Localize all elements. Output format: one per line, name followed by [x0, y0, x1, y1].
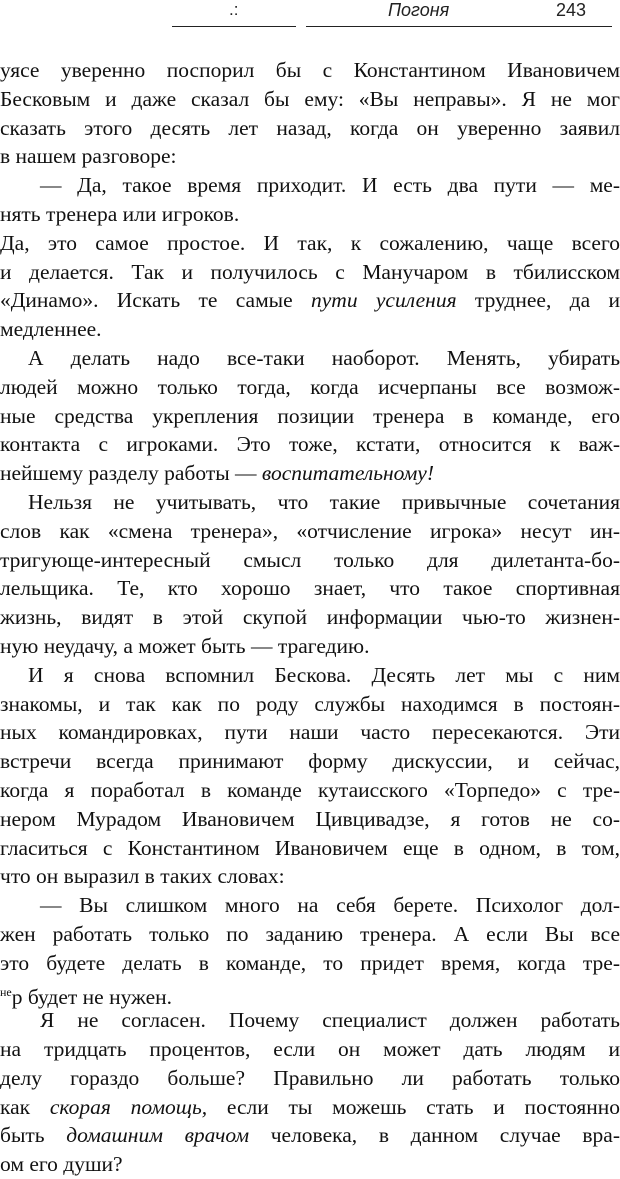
text-line: [0, 286, 620, 315]
text-line: ных командировках, пути наши часто пересекаются. Эти: [0, 720, 620, 745]
text-line: уясе уверенно поспорил бы с Константином Ивановичем: [0, 58, 620, 82]
text-line: когда я поработал в команде кутаисского «Торпедо» с тре-: [0, 777, 620, 802]
text-line: Я не согласен. Почему специалист должен работать: [40, 1008, 620, 1033]
text-span: р будет не нужен.: [11, 984, 173, 1009]
page-body: [0, 56, 620, 1179]
text-line: — Вы слишком много на себя берете. Психолог дол-: [40, 893, 620, 918]
text-line: [0, 1121, 620, 1150]
header-mark: .:: [229, 0, 239, 19]
text-line: делу гораздо больше? Правильно ли работать только: [0, 1065, 620, 1090]
superscript-fragment: не: [0, 984, 12, 999]
text-line: встречи всегда принимают форму дискуссии, и сейчас,: [0, 749, 620, 774]
italic-phrase: скорая помощь,: [49, 1094, 208, 1119]
italic-phrase: воспитательному!: [261, 461, 435, 486]
text-line: людей можно только тогда, когда исчерпаны все возмож-: [0, 374, 620, 399]
text-line: ную неудачу, а может быть — трагедию.: [0, 633, 370, 658]
text-line: это будете делать в команде, то придет время, когда тре-: [0, 950, 620, 975]
text-line: жен работать только по заданию тренера. А если Вы все: [0, 921, 620, 946]
text-line: Бесковым и даже сказал бы ему: «Вы неправы». Я не мог: [0, 86, 620, 111]
italic-phrase: пути усиления: [311, 288, 457, 313]
text-line: что он выразил в таких словах:: [0, 864, 285, 889]
text-line: ные средства укрепления позиции тренера в команде, его: [0, 403, 620, 428]
text-line: Нельзя не учитывать, что такие привычные сочетания: [28, 489, 620, 514]
text-line: нять тренера или игроков.: [0, 201, 240, 226]
text-line: [0, 459, 620, 488]
text-line: контакта с игроками. Это тоже, кстати, относится к важ-: [0, 432, 620, 457]
running-header: [0, 0, 620, 40]
text-line: и делается. Так и получилось с Манучаром в тбилисском: [0, 259, 620, 284]
header-rule-left: [172, 26, 296, 27]
text-line: [0, 1093, 620, 1122]
text-line: Да, это самое простое. И так, к сожалению, чаще всего: [0, 230, 620, 255]
text-span: нейшему разделу работы —: [0, 461, 262, 486]
text-line: — Да, такое время приходит. И есть два пути — ме-: [40, 173, 620, 198]
text-line: жизнь, видят в этой скупой информации чью-то жизнен-: [0, 605, 620, 630]
text-span: труднее, да и: [456, 288, 620, 313]
text-span: быть: [0, 1123, 67, 1148]
text-line: тригующе-интересный смысл только для дилетанта-бо-: [0, 547, 620, 572]
text-span: если ты можешь стать и постоянно: [207, 1094, 620, 1119]
text-line: гласиться с Константином Ивановичем еще в одном, в том,: [0, 835, 620, 860]
text-line: [0, 978, 620, 1007]
text-line: медленнее.: [0, 317, 102, 342]
text-line: в нашем разговоре:: [0, 144, 177, 169]
running-title: Погоня: [388, 0, 450, 20]
text-span: человека, в данном случае вра-: [249, 1123, 620, 1148]
text-line: А делать надо все-таки наоборот. Менять, убирать: [28, 345, 620, 370]
text-span: как: [0, 1094, 50, 1119]
text-span: «Динамо». Искать те самые: [0, 288, 311, 313]
text-line: лельщика. Те, кто хорошо знает, что такое спортивная: [0, 576, 620, 601]
header-rule-right: [306, 26, 612, 27]
text-line: знакомы, и так как по роду службы находимся в постоян-: [0, 691, 620, 716]
text-line: И я снова вспомнил Бескова. Десять лет мы с ним: [28, 662, 620, 687]
text-line: сказать этого десять лет назад, когда он уверенно заявил: [0, 115, 620, 140]
text-line: слов как «смена тренера», «отчисление игрока» несут ин-: [0, 518, 620, 543]
text-line: нером Мурадом Ивановичем Цивцивадзе, я готов не со-: [0, 806, 620, 831]
page-number: 243: [556, 0, 587, 20]
italic-phrase: домашним врачом: [66, 1123, 250, 1148]
text-line: на тридцать процентов, если он может дать людям и: [0, 1037, 620, 1062]
text-line: ом его души?: [0, 1152, 123, 1177]
